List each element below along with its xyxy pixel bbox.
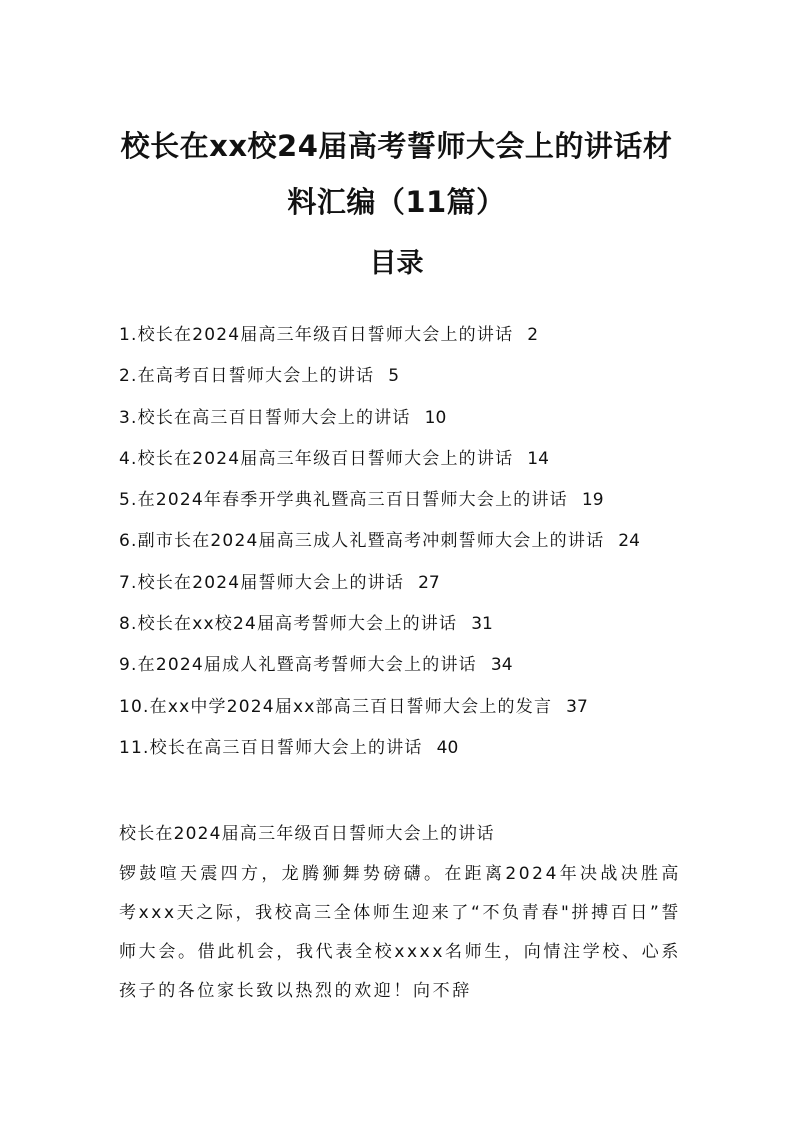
toc-entry[interactable] (119, 398, 679, 439)
toc-entry-text: 4.校长在2024届高三年级百日誓师大会上的讲话 (119, 448, 514, 469)
toc-entry[interactable] (119, 356, 679, 397)
toc-entry-text: 11.校长在高三百日誓师大会上的讲话 (119, 737, 423, 758)
section-title: 校长在2024届高三年级百日誓师大会上的讲话 (119, 824, 495, 844)
toc-entry-text: 6.副市长在2024届高三成人礼暨高考冲刺誓师大会上的讲话 (119, 531, 605, 552)
toc-entry-text: 7.校长在2024届誓师大会上的讲话 (119, 572, 405, 593)
toc-entry[interactable] (119, 604, 679, 645)
toc-entry-text: 10.在xx中学2024届xx部高三百日誓师大会上的发言 (119, 696, 553, 717)
toc-entry[interactable] (119, 315, 679, 356)
document-title: 校长在xx校24届高考誓师大会上的讲话材料汇编（11篇） (120, 129, 673, 219)
table-of-contents (119, 315, 679, 769)
toc-entry-text: 3.校长在高三百日誓师大会上的讲话 (119, 407, 411, 428)
toc-entry[interactable] (119, 439, 679, 480)
toc-heading: 目录 (369, 248, 424, 279)
toc-entry[interactable] (119, 563, 679, 604)
toc-page-number: 14 (527, 448, 549, 469)
toc-page-number: 24 (618, 531, 640, 552)
toc-entry-text: 1.校长在2024届高三年级百日誓师大会上的讲话 (119, 325, 514, 345)
toc-entry[interactable] (119, 728, 679, 769)
toc-page-number: 40 (436, 737, 459, 758)
toc-page-number: 10 (424, 407, 447, 428)
toc-entry-text: 2.在高考百日誓师大会上的讲话 (119, 366, 375, 387)
body-paragraph: 锣鼓喧天震四方，龙腾狮舞势磅礴。在距离2024年决战决胜高考xxx天之际，我校高三全体师生迎来了“不负青春"拼搏百日”誓师大会。借此机会，我代表全校xxxx名师生，向情注学校、心系孩子的各位家长致以热烈的欢迎！向不辞 (119, 864, 681, 1001)
toc-page-number: 5 (388, 366, 400, 387)
toc-page-number: 34 (490, 655, 513, 676)
toc-page-number: 37 (566, 696, 588, 717)
toc-page-number: 27 (418, 572, 440, 593)
toc-entry[interactable] (119, 645, 679, 686)
toc-entry-text: 8.校长在xx校24届高考誓师大会上的讲话 (119, 614, 458, 635)
toc-entry-text: 5.在2024年春季开学典礼暨高三百日誓师大会上的讲话 (119, 490, 568, 511)
toc-page-number: 19 (581, 490, 604, 511)
toc-entry[interactable] (119, 480, 679, 521)
toc-entry-text: 9.在2024届成人礼暨高考誓师大会上的讲话 (119, 655, 477, 676)
toc-entry[interactable] (119, 521, 679, 562)
toc-entry[interactable] (119, 687, 679, 728)
toc-page-number: 31 (471, 614, 493, 635)
toc-page-number: 2 (527, 325, 539, 345)
